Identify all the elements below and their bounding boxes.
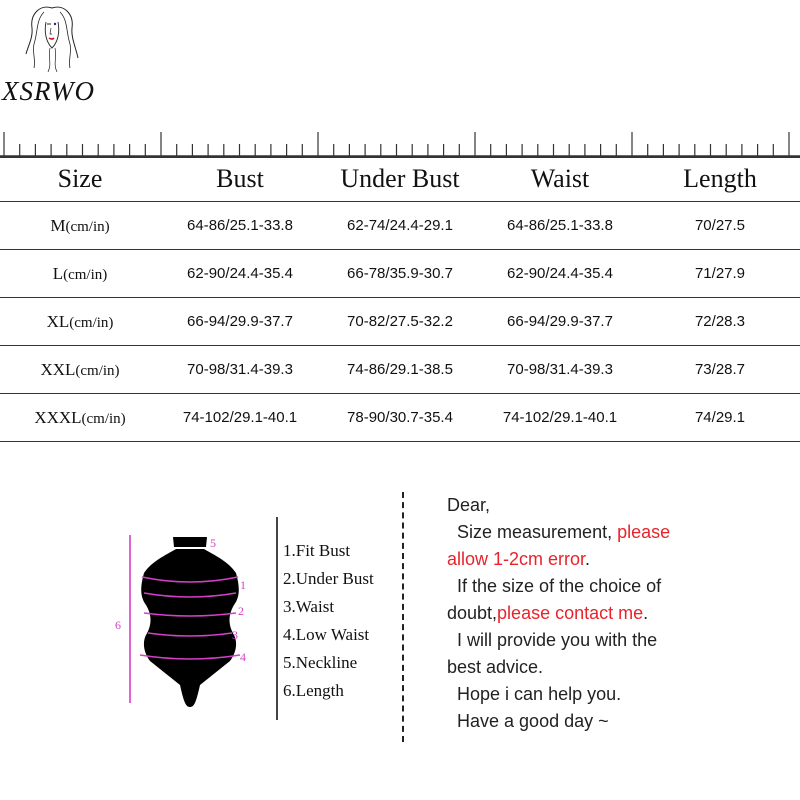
woman-face-sketch-icon [22,2,82,74]
note-text: If the size of the choice of [457,576,662,596]
length-cell: 72/28.3 [640,298,800,346]
size-cell [0,346,160,394]
under-bust-cell: 78-90/30.7-35.4 [320,394,480,442]
header-length: Length [640,156,800,202]
size-cell [0,394,160,442]
note-text: Hope i can help you. [457,684,622,704]
note-text: Have a good day ~ [457,711,609,731]
unit-label: (cm/in) [69,314,114,331]
waist-cell: 64-86/25.1-33.8 [480,202,640,250]
note-line [447,681,797,708]
table-row [0,250,800,298]
length-cell: 73/28.7 [640,346,800,394]
header-size: Size [0,156,160,202]
note-line [447,573,797,600]
waist-cell: 62-90/24.4-35.4 [480,250,640,298]
length-cell: 74/29.1 [640,394,800,442]
note-line [447,708,797,735]
bust-cell: 66-94/29.9-37.7 [160,298,320,346]
note-line [447,519,797,546]
bust-cell: 62-90/24.4-35.4 [160,250,320,298]
marker-1: 1 [240,578,246,592]
size-label: L [52,263,64,283]
unit-label: (cm/in) [81,410,126,427]
under-bust-cell: 74-86/29.1-38.5 [320,346,480,394]
unit-label: (cm/in) [75,362,120,379]
neckline-band [173,537,207,547]
under-bust-cell: 70-82/27.5-32.2 [320,298,480,346]
under-bust-cell: 62-74/24.4-29.1 [320,202,480,250]
header-bust: Bust [160,156,320,202]
legend-item: 4.Low Waist [283,625,370,644]
unit-label: (cm/in) [63,266,108,283]
brand-name: XSRWO [2,76,95,106]
note-text: I will provide you with the [457,630,658,650]
size-cell [0,202,160,250]
dashed-divider [402,492,404,742]
waist-cell: 70-98/31.4-39.3 [480,346,640,394]
legend-divider [276,517,278,720]
table-row [0,298,800,346]
length-cell: 71/27.9 [640,250,800,298]
marker-3: 3 [232,628,238,642]
table-header-row [0,156,800,202]
legend-item: 6.Length [283,681,344,700]
note-line [447,654,797,681]
marker-5: 5 [210,536,216,550]
waist-cell: 74-102/29.1-40.1 [480,394,640,442]
marker-6: 6 [115,618,121,632]
size-label: XL [46,311,70,331]
legend-item: 2.Under Bust [283,569,374,588]
note-highlight: please [612,522,671,542]
note-highlight: allow 1-2cm error [447,549,586,569]
note-line [447,600,797,627]
size-label: M [50,215,66,235]
note-highlight: please contact me [497,603,644,623]
marker-2: 2 [238,604,244,618]
header-waist: Waist [480,156,640,202]
note-text: . [643,603,649,623]
length-cell: 70/27.5 [640,202,800,250]
measurement-legend [283,537,374,705]
size-label: XXL [40,359,76,379]
seller-note [447,492,797,735]
unit-label: (cm/in) [65,218,110,235]
note-line [447,627,797,654]
bodysuit-body [141,549,239,707]
measuring-ruler [0,130,800,158]
legend-item: 5.Neckline [283,653,358,672]
size-label: XXXL [34,407,82,427]
note-line [447,546,797,573]
marker-4: 4 [240,650,246,664]
size-cell [0,250,160,298]
note-text: Size measurement, [457,522,613,542]
under-bust-cell: 66-78/35.9-30.7 [320,250,480,298]
note-text: best advice. [447,657,544,677]
table-row [0,202,800,250]
header-under-bust: Under Bust [320,156,480,202]
table-row [0,394,800,442]
bust-cell: 64-86/25.1-33.8 [160,202,320,250]
table-row [0,346,800,394]
waist-cell: 66-94/29.9-37.7 [480,298,640,346]
legend-item: 1.Fit Bust [283,541,351,560]
note-greeting: Dear, [447,495,491,515]
note-text: doubt, [447,603,498,623]
bust-cell: 74-102/29.1-40.1 [160,394,320,442]
bust-cell: 70-98/31.4-39.3 [160,346,320,394]
legend-item: 3.Waist [283,597,335,616]
size-chart-table [0,156,800,442]
size-cell [0,298,160,346]
bodysuit-silhouette-icon [110,525,270,725]
note-text: . [585,549,591,569]
